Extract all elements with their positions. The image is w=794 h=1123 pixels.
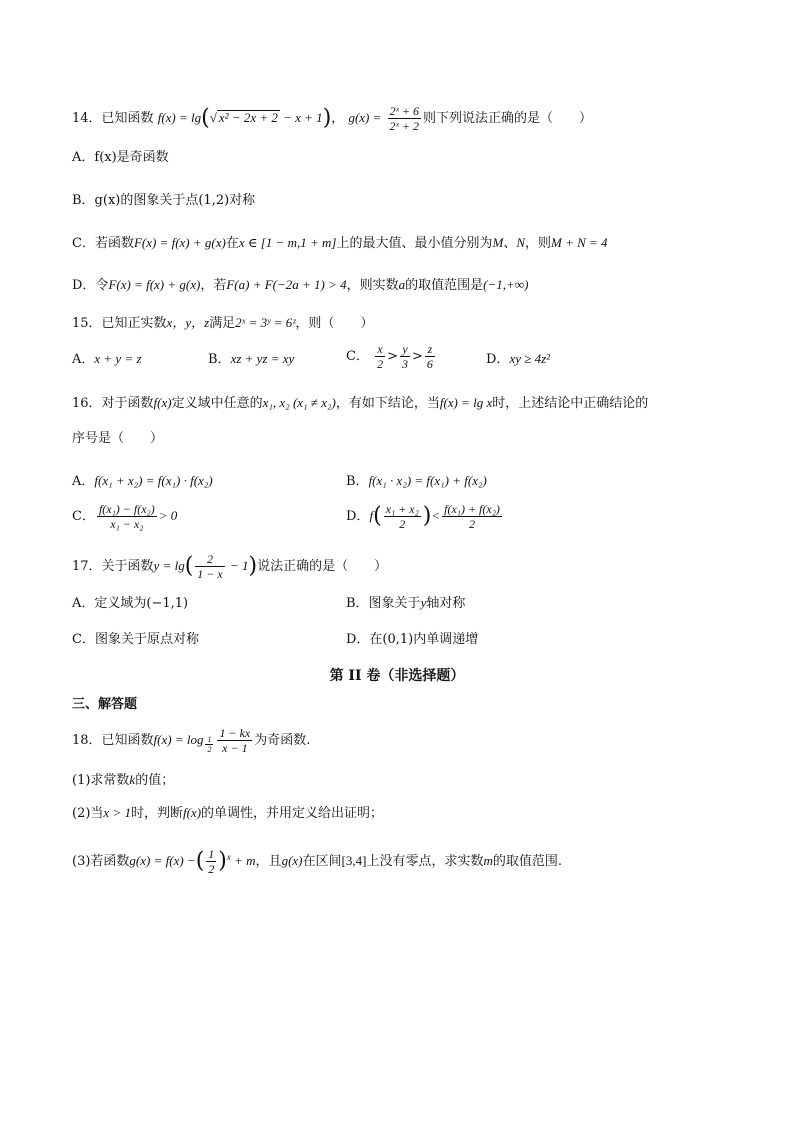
q17-option-c: C．图象关于原点对称 [72,632,199,647]
q16-option-b: B．f(x₁ · x₂) = f(x₁) + f(x₂) [346,473,487,489]
q18-part1: (1)求常数k的值； [72,772,175,788]
q15-option-b: B．xz + yz = xy [208,351,295,367]
q17-option-b: B．图象关于y轴对称 [346,595,466,611]
q16-option-a: A．f(x₁ + x₂) = f(x₁) · f(x₂) [72,473,213,489]
q15-option-d: D．xy ≥ 4z² [486,351,551,367]
q14-g-def: g(x) = [348,110,382,125]
q15-option-a: A．x + y = z [72,351,142,367]
q14-option-a: A．f(x)是奇函数 [72,150,169,165]
q16-option-c: C． $\frac{\text{f(x₁) − f(x₂)}}{\text{x₁ − x₂}}$ > 0 [72,502,178,531]
q18-part3: (3)若函数g(x) = f(x) −( $\frac{1}{2}$ )$^x$ + m，且g(x)在区间[3,4]上没有零点，求实数m的取值范围. [72,847,562,876]
q17-option-a: A．定义域为(−1,1) [72,596,189,611]
q14-g-frac: $\frac{\text{2ˣ + 6}}{\text{2ˣ + 2}}$ [389,104,420,133]
q14-option-d: D．令F(x) = f(x) + g(x)，若F(a) + F(−2a + 1) > 4，则实数a的取值范围是(−1,+∞) [72,277,529,293]
q18-stem: 18．已知函数f(x) = log $\frac{1}{2}$ $\frac{1 - kx}{x - 1}$ 为奇函数. [72,726,311,755]
q17-option-d: D．在(0,1)内单调递增 [346,632,479,647]
q15-stem: 15．已知正实数x，y，z满足2ˣ = 3ʸ = 6ᶻ，则（ ） [72,315,374,331]
q15-option-c: C． $\frac{x}{2}$ > $\frac{y}{3}$ > $\frac{z}{6}$ [346,342,433,371]
q16-option-d: D．f( $\frac{\text{x₁ + x₂}}{2}$ )< $\frac{\text{f(x₁) + f(x₂)}}{2}$ [346,502,500,531]
q14-option-b: B．g(x)的图象关于点(1,2)对称 [72,193,256,208]
section-title: 第 II 卷（非选择题） [329,668,465,684]
q14-f-def: f(x) = lg [157,110,202,125]
q18-log-base: $\frac{1}{2}$ [207,735,212,754]
q16-stem-line2: 序号是（ ） [72,431,164,446]
q17-stem: 17．关于函数y = lg( $\frac{2}{1 - x}$ − 1)说法正确的是（ ） [72,552,388,581]
q14-sqrt: x² − 2x + 2 [218,110,278,125]
section-heading: 三、解答题 [72,697,138,712]
q16-stem: 16．对于函数f(x)定义域中任意的x₁, x₂ (x₁ ≠ x₂)，有如下结论，当f(x) = lg x时，上述结论中正确结论的 [72,395,649,411]
q14-stem: 14．已知函数 f(x) = lg(√ x² − 2x + 2 − x + 1)， g(x) = $\frac{\text{2ˣ + 6}}{\text{2ˣ + 2}}$ 则下列说法正确的是（ ） [72,104,593,133]
q18-part2: (2)当x > 1时，判断f(x)的单调性，并用定义给出证明； [72,805,384,821]
q14-option-c: C．若函数F(x) = f(x) + g(x)在x ∈ [1 − m,1 + m]上的最大值、最小值分别为M、N，则M + N = 4 [72,235,608,251]
